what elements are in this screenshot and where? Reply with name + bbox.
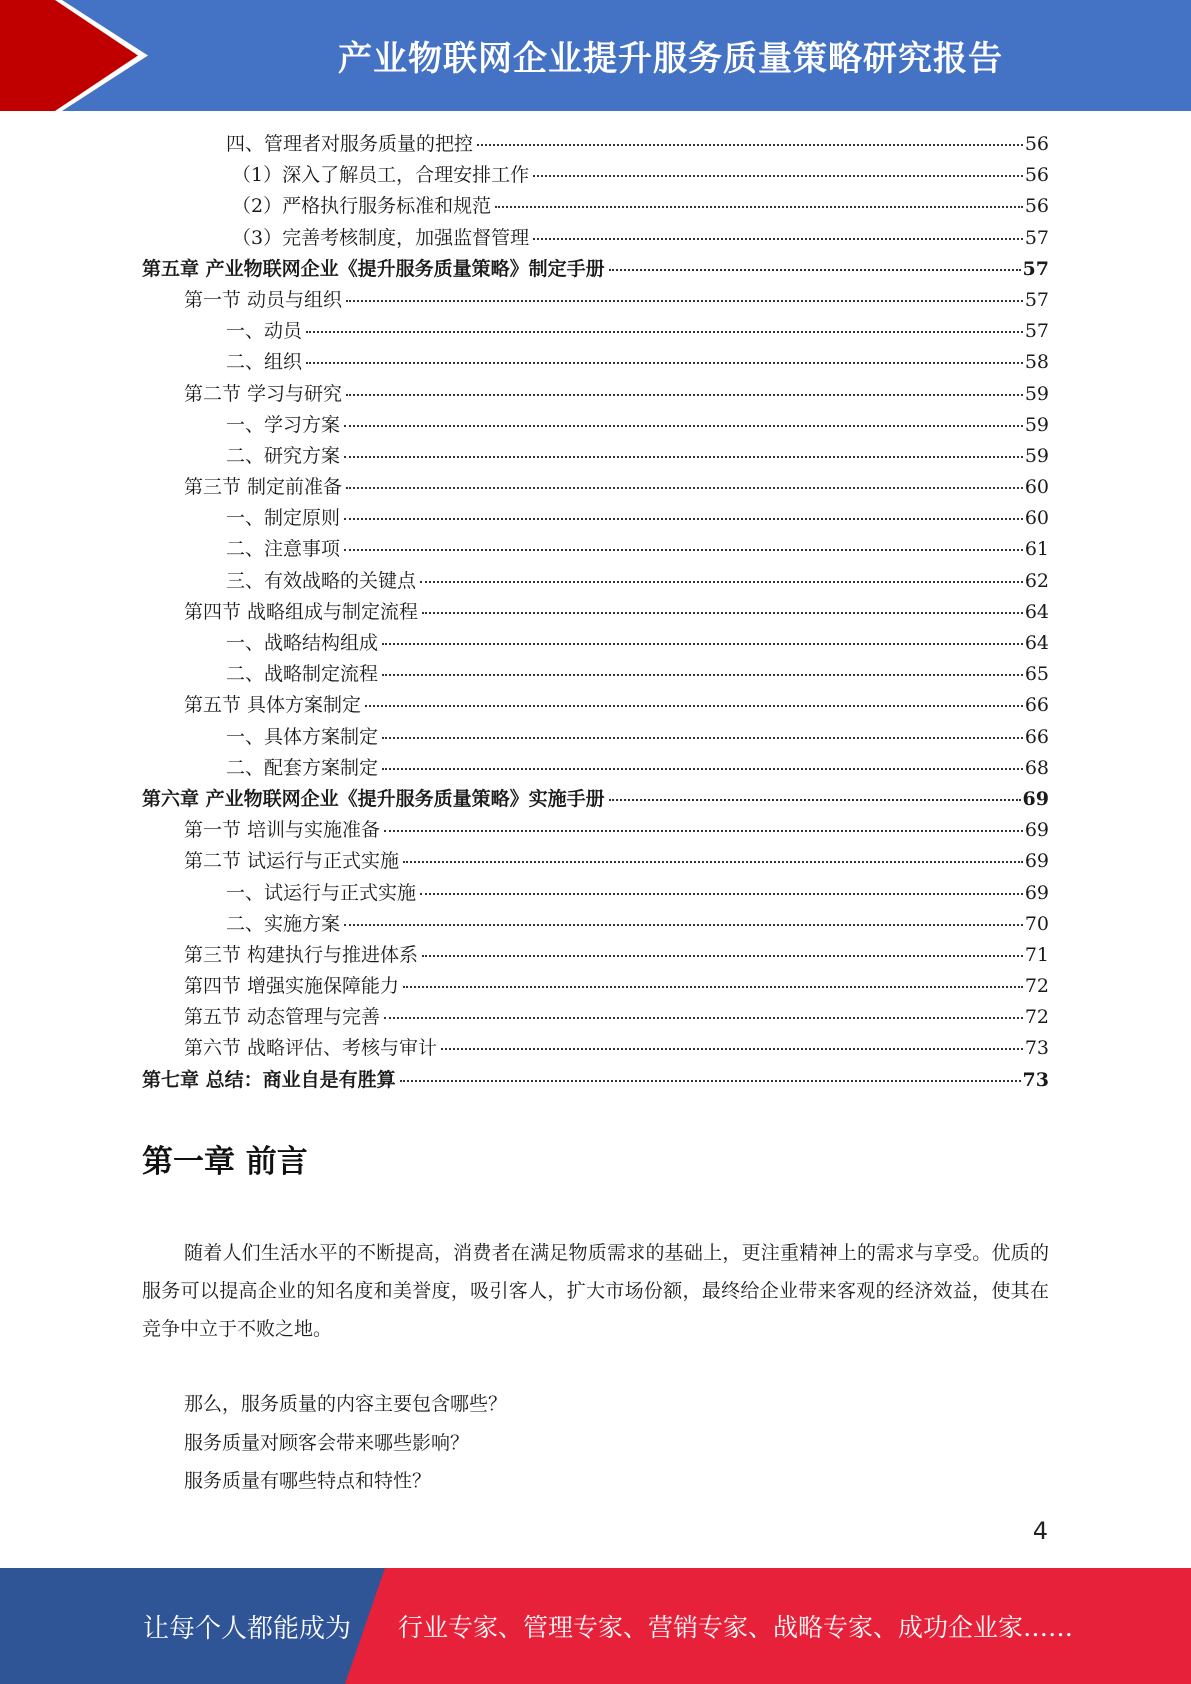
toc-entry[interactable] (142, 503, 1049, 534)
toc-page-number: 66 (1024, 725, 1049, 748)
question-item: 那么，服务质量的内容主要包含哪些？ (184, 1393, 508, 1415)
toc-page-number: 58 (1024, 351, 1049, 374)
toc-dot-leader (382, 668, 1023, 676)
toc-entry-title: 第一节 动员与组织 (184, 288, 343, 311)
toc-page-number: 64 (1024, 600, 1049, 623)
toc-entry-title: 二、研究方案 (226, 444, 341, 467)
toc-entry-title: （2）严格执行服务标准和规范 (232, 195, 492, 218)
toc-entry[interactable] (142, 909, 1049, 940)
toc-entry[interactable] (142, 566, 1049, 597)
toc-dot-leader (422, 606, 1023, 614)
toc-entry-title: 第一节 培训与实施准备 (184, 819, 381, 842)
toc-dot-leader (403, 980, 1023, 988)
toc-page-number: 59 (1024, 413, 1049, 436)
toc-page-number: 69 (1024, 850, 1049, 873)
toc-entry[interactable] (142, 878, 1049, 909)
toc-entry[interactable] (142, 940, 1049, 971)
chapter-heading: 第一章 前言 (142, 1144, 308, 1180)
toc-entry[interactable] (142, 472, 1049, 503)
toc-entry[interactable] (142, 722, 1049, 753)
toc-dot-leader (609, 263, 1021, 271)
toc-entry[interactable] (142, 690, 1049, 721)
toc-entry-title: 四、管理者对服务质量的把控 (226, 133, 474, 155)
toc-page-number: 56 (1024, 133, 1049, 155)
toc-entry-title: 一、试运行与正式实施 (226, 881, 417, 904)
toc-entry-title: 二、实施方案 (226, 912, 341, 935)
toc-entry-title: 一、动员 (226, 320, 303, 343)
toc-dot-leader (346, 388, 1023, 396)
footer-slogan-right: 行业专家、管理专家、营销专家、战略专家、成功企业家…… (398, 1613, 1074, 1642)
toc-entry[interactable] (142, 316, 1049, 347)
toc-page-number: 62 (1024, 569, 1049, 592)
toc-page-number: 65 (1024, 663, 1049, 686)
toc-page-number: 60 (1024, 476, 1049, 499)
toc-page-number: 66 (1024, 694, 1049, 717)
toc-entry-title: 二、战略制定流程 (226, 663, 379, 686)
toc-entry[interactable] (142, 628, 1049, 659)
toc-page-number: 72 (1024, 1006, 1049, 1029)
toc-chapter-entry[interactable] (142, 1065, 1049, 1096)
toc-page-number: 59 (1024, 444, 1049, 467)
toc-page-number: 64 (1024, 632, 1049, 654)
toc-page-number: 61 (1024, 538, 1049, 561)
toc-entry[interactable] (142, 815, 1049, 846)
toc-chapter-entry[interactable] (142, 784, 1049, 815)
header-arrow-icon (0, 0, 160, 111)
toc-entry[interactable] (142, 410, 1049, 441)
toc-entry-title: （1）深入了解员工，合理安排工作 (232, 164, 530, 187)
toc-dot-leader (382, 731, 1023, 739)
toc-entry[interactable] (142, 129, 1049, 160)
toc-entry-title: 第七章 总结：商业自是有胜算 (142, 1068, 396, 1091)
toc-page-number: 73 (1024, 1037, 1049, 1060)
toc-dot-leader (365, 699, 1023, 707)
toc-entry[interactable] (142, 441, 1049, 472)
toc-dot-leader (441, 1042, 1023, 1050)
toc-entry[interactable] (142, 534, 1049, 565)
toc-entry[interactable] (142, 223, 1049, 254)
page-footer (0, 1568, 1191, 1684)
toc-entry[interactable] (142, 347, 1049, 378)
toc-page-number: 69 (1024, 881, 1049, 904)
toc-entry[interactable] (142, 846, 1049, 877)
toc-page-number: 69 (1024, 819, 1049, 842)
toc-entry-title: 二、配套方案制定 (226, 756, 379, 779)
toc-entry[interactable] (142, 1002, 1049, 1033)
toc-page-number: 57 (1024, 226, 1049, 249)
toc-entry[interactable] (142, 971, 1049, 1002)
toc-dot-leader (344, 450, 1023, 458)
toc-entry[interactable] (142, 753, 1049, 784)
toc-entry[interactable] (142, 160, 1049, 191)
page-number: 4 (1032, 1517, 1048, 1545)
toc-dot-leader (495, 200, 1023, 208)
toc-page-number: 57 (1022, 257, 1049, 280)
toc-entry[interactable] (142, 285, 1049, 316)
toc-dot-leader (344, 543, 1023, 551)
question-list (184, 1385, 507, 1501)
toc-entry-title: 第六章 产业物联网企业《提升服务质量策略》实施手册 (142, 787, 605, 810)
toc-page-number: 73 (1022, 1068, 1049, 1091)
toc-page-number: 70 (1024, 912, 1049, 935)
toc-entry-title: 第四节 增强实施保障能力 (184, 975, 400, 998)
toc-dot-leader (382, 762, 1023, 770)
question-item: 服务质量对顾客会带来哪些影响？ (184, 1431, 470, 1454)
toc-entry[interactable] (142, 1033, 1049, 1064)
toc-entry-title: 二、注意事项 (226, 538, 341, 561)
toc-entry[interactable] (142, 597, 1049, 628)
footer-slogan-left: 让每个人都能成为 (143, 1613, 352, 1644)
toc-dot-leader (422, 949, 1023, 957)
toc-page-number: 57 (1024, 288, 1049, 311)
toc-dot-leader (477, 138, 1023, 146)
table-of-contents (142, 129, 1049, 1096)
toc-dot-leader (346, 294, 1023, 302)
toc-entry-title: 第二节 学习与研究 (184, 382, 343, 405)
toc-page-number: 56 (1024, 195, 1049, 218)
toc-entry[interactable] (142, 659, 1049, 690)
toc-page-number: 68 (1024, 756, 1049, 779)
toc-entry-title: 第四节 战略组成与制定流程 (184, 600, 419, 623)
toc-dot-leader (400, 1074, 1021, 1082)
toc-dot-leader (533, 232, 1023, 240)
toc-entry[interactable] (142, 379, 1049, 410)
intro-paragraph: 随着人们生活水平的不断提高，消费者在满足物质需求的基础上，更注重精神上的需求与享受。优质的服务可以提高企业的知名度和美誉度，吸引客人，扩大市场份额，最终给企业带来客观的经济效益，使其在竞争中立于不败之地。 (142, 1242, 1049, 1340)
toc-dot-leader (420, 575, 1023, 583)
toc-dot-leader (403, 855, 1023, 863)
toc-entry-title: 一、学习方案 (226, 413, 341, 436)
toc-entry-title: 第五节 具体方案制定 (184, 694, 362, 717)
toc-entry[interactable] (142, 191, 1049, 222)
toc-entry-title: 一、制定原则 (226, 507, 341, 530)
toc-entry-title: 第三节 制定前准备 (184, 476, 343, 499)
toc-page-number: 72 (1024, 975, 1049, 998)
toc-dot-leader (382, 637, 1023, 645)
toc-dot-leader (384, 1011, 1023, 1019)
toc-dot-leader (344, 419, 1023, 427)
toc-dot-leader (384, 824, 1023, 832)
toc-entry-title: 一、战略结构组成 (226, 632, 379, 654)
toc-dot-leader (344, 918, 1023, 926)
toc-dot-leader (346, 481, 1023, 489)
toc-chapter-entry[interactable] (142, 254, 1049, 285)
toc-entry-title: 第五节 动态管理与完善 (184, 1006, 381, 1029)
toc-dot-leader (306, 356, 1023, 364)
toc-dot-leader (420, 887, 1023, 895)
toc-entry-title: 二、组织 (226, 351, 303, 374)
toc-page-number: 71 (1024, 943, 1049, 966)
toc-entry-title: （3）完善考核制度，加强监督管理 (232, 226, 530, 249)
toc-page-number: 69 (1022, 787, 1049, 810)
toc-entry-title: 三、有效战略的关键点 (226, 569, 417, 592)
report-title: 产业物联网企业提升服务质量策略研究报告 (338, 39, 1003, 79)
toc-entry-title: 第三节 构建执行与推进体系 (184, 943, 419, 966)
toc-dot-leader (533, 169, 1023, 177)
toc-page-number: 56 (1024, 164, 1049, 187)
toc-entry-title: 第二节 试运行与正式实施 (184, 850, 400, 873)
toc-entry-title: 第五章 产业物联网企业《提升服务质量策略》制定手册 (142, 257, 605, 280)
question-item: 服务质量有哪些特点和特性？ (184, 1470, 432, 1492)
toc-entry-title: 一、具体方案制定 (226, 725, 379, 748)
toc-page-number: 60 (1024, 507, 1049, 530)
toc-page-number: 59 (1024, 382, 1049, 405)
page-header (0, 0, 1191, 111)
toc-dot-leader (609, 793, 1021, 801)
toc-dot-leader (344, 512, 1023, 520)
toc-dot-leader (306, 325, 1023, 333)
toc-entry-title: 第六节 战略评估、考核与审计 (184, 1037, 438, 1060)
toc-page-number: 57 (1024, 320, 1049, 343)
